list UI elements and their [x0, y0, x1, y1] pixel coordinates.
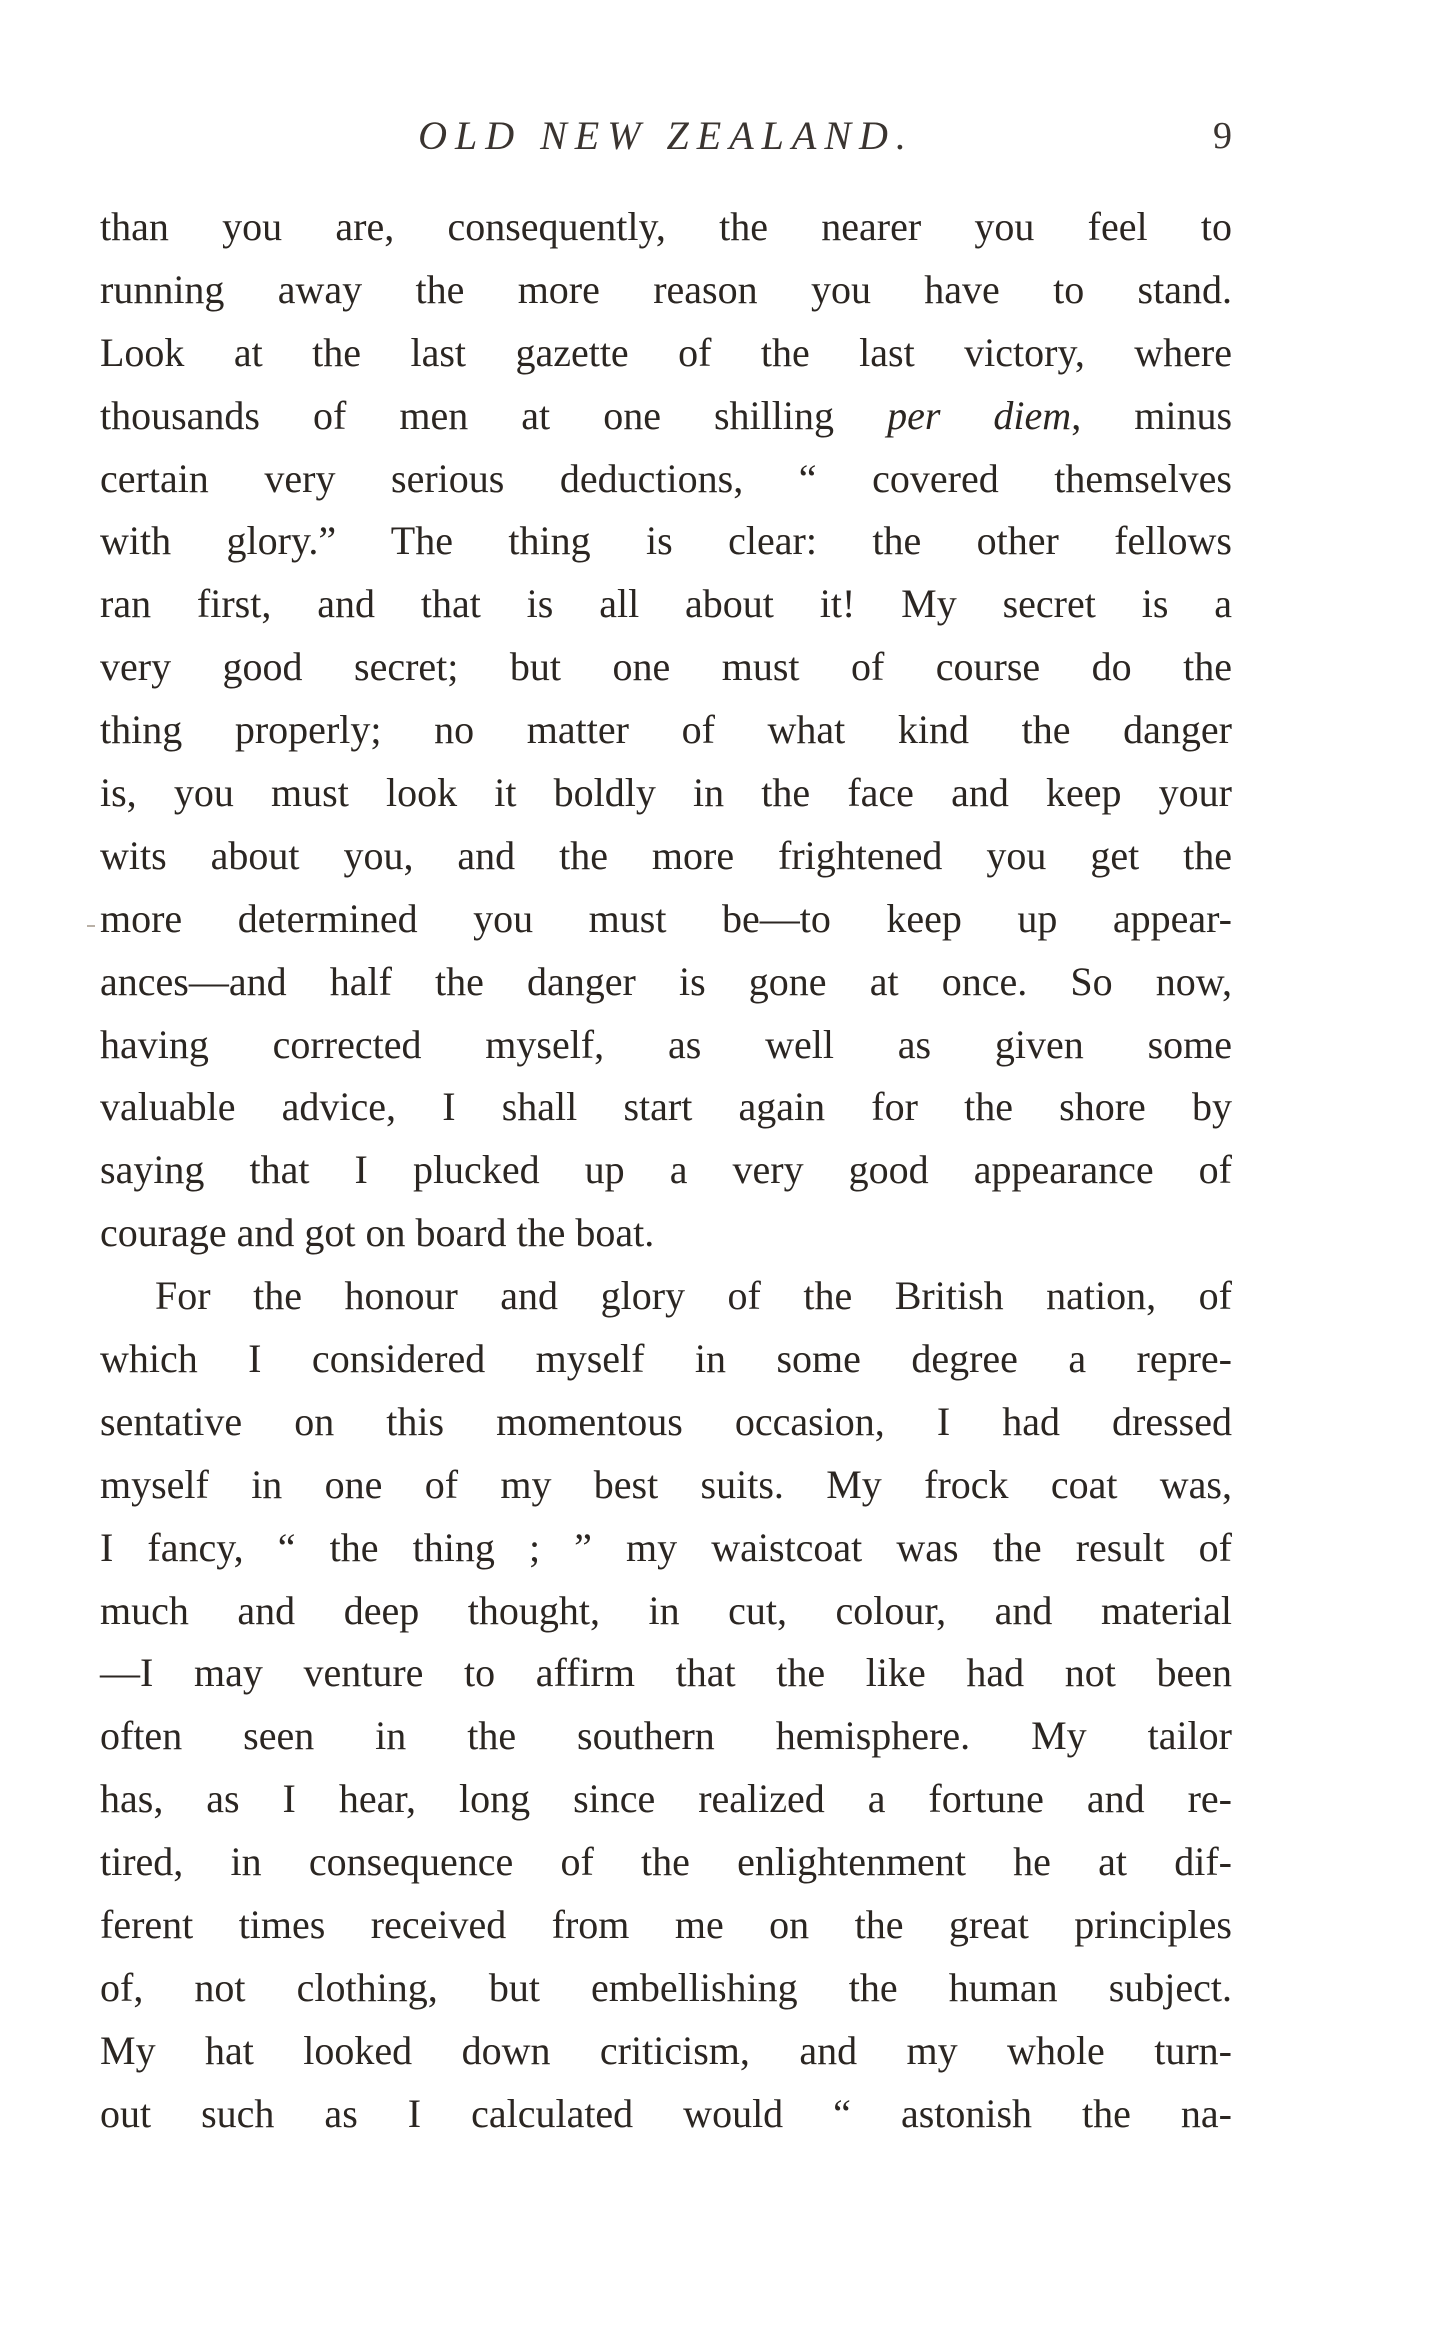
paragraph-1	[100, 196, 1232, 1265]
text-line: often seen in the southern hemisphere. My tailor	[100, 1713, 1232, 1759]
text-line: which I considered myself in some degree a repre-	[100, 1336, 1232, 1382]
text-line: ances—and half the danger is gone at once. So now,	[100, 958, 1232, 1004]
text-line: running away the more reason you have to stand.	[100, 266, 1232, 312]
text-line: tired, in consequence of the enlightenment he at dif-	[100, 1839, 1232, 1885]
text-line: For the honour and glory of the British nation, of	[155, 1273, 1232, 1319]
text-line: saying that I plucked up a very good appearance of	[100, 1147, 1232, 1193]
text-line: out such as I calculated would “ astonish the na-	[100, 2090, 1232, 2136]
text-line: ran first, and that is all about it! My secret is a	[100, 581, 1232, 627]
text-line: sentative on this momentous occasion, I had dressed	[100, 1398, 1232, 1444]
text-line: wits about you, and the more frightened you get the	[100, 832, 1232, 878]
text-line: having corrected myself, as well as given some	[100, 1021, 1232, 1067]
text-line: thing properly; no matter of what kind the danger	[100, 707, 1232, 753]
text-line: My hat looked down criticism, and my whole turn-	[100, 2027, 1232, 2073]
text-line: myself in one of my best suits. My frock coat was,	[100, 1461, 1232, 1507]
text-line: of, not clothing, but embellishing the human subject.	[100, 1964, 1232, 2010]
text-line: courage and got on board the boat.	[100, 1210, 655, 1256]
running-head	[100, 112, 1232, 172]
text-line: very good secret; but one must of course do the	[100, 644, 1232, 690]
text-line	[100, 385, 1232, 448]
text-line: more determined you must be—to keep up appear-	[100, 895, 1232, 941]
text-line: —I may venture to affirm that the like had not been	[100, 1650, 1232, 1696]
text-line: than you are, consequently, the nearer you feel to	[100, 204, 1232, 249]
page-number: 9	[1213, 115, 1232, 157]
text-line: with glory.” The thing is clear: the other fellows	[100, 518, 1232, 564]
text-line: is, you must look it boldly in the face and keep your	[100, 770, 1232, 816]
text-line: much and deep thought, in cut, colour, and material	[100, 1587, 1232, 1633]
text-segment: thousands of men at one shilling	[100, 392, 888, 438]
paragraph-2	[100, 1265, 1232, 2145]
text-line: Look at the last gazette of the last victory, where	[100, 329, 1232, 375]
text-line: I fancy, “ the thing ; ” my waistcoat was the result of	[100, 1524, 1232, 1570]
text-segment: , minus	[1071, 392, 1233, 438]
text-line: has, as I hear, long since realized a fortune and re-	[100, 1776, 1232, 1822]
body-text	[100, 196, 1232, 2146]
text-line: valuable advice, I shall start again for the shore by	[100, 1084, 1232, 1130]
text-line: certain very serious deductions, “ covered themselves	[100, 455, 1232, 501]
italic-phrase: per diem	[887, 392, 1072, 438]
running-title: OLD NEW ZEALAND.	[418, 113, 914, 158]
margin-mark	[87, 925, 95, 927]
text-line: ferent times received from me on the great principles	[100, 1902, 1232, 1948]
